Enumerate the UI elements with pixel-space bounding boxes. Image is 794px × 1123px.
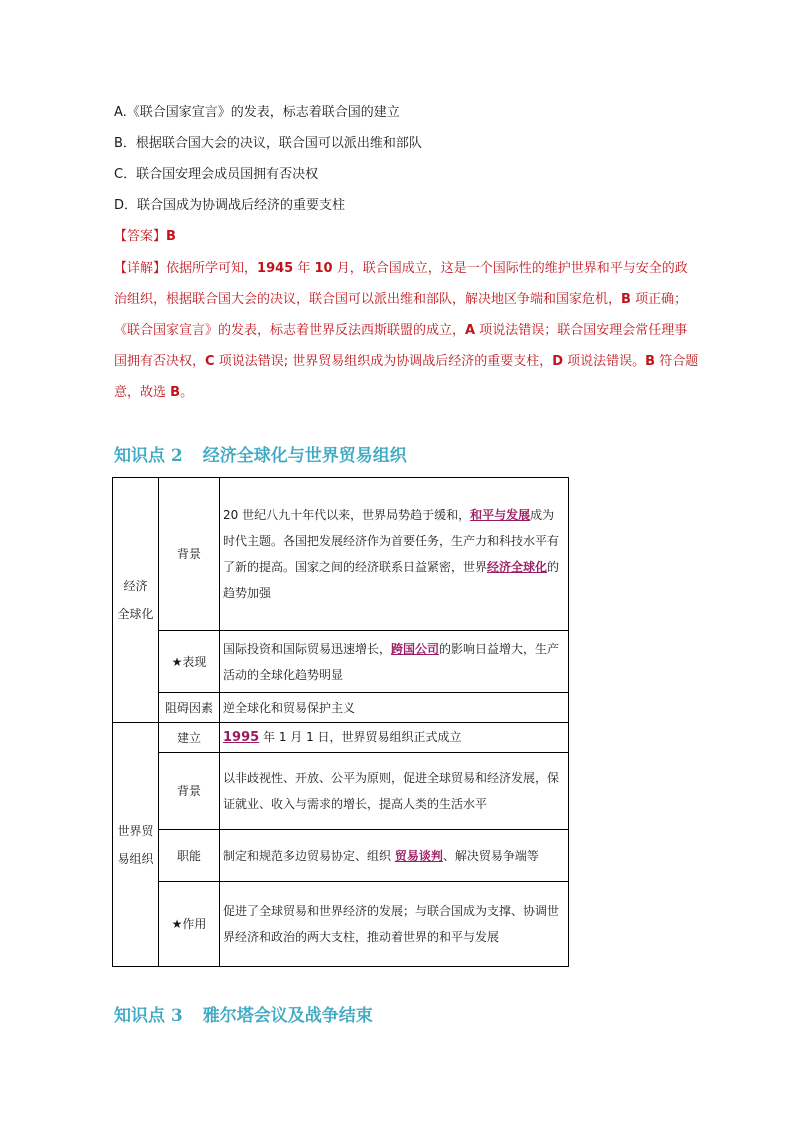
detail-text: 项说法错误；联合国安理会常任理事国拥有否决权， [114,323,688,369]
row-content: 逆全球化和贸易保护主义 [220,693,569,723]
group-label-line: 世界贸 [117,823,154,838]
detail-option-ref: A [465,323,476,338]
content-text: 年 1 月 1 日，世界贸易组织正式成立 [259,730,462,744]
content-text: 制定和规范多边贸易协定、组织 [223,848,395,863]
detail-text: 项说法错误。 [563,354,646,369]
detail-option-ref: B [645,354,656,369]
detail-text: 符合题意，故选 [114,354,699,400]
detail-label: 【详解】 [114,261,167,276]
detail-option-ref: C [205,354,215,369]
table-row [113,882,569,967]
detail-text: 项说法错误; 世界贸易组织成为协调战后经济的重要支柱， [214,354,553,369]
knowledge-table [112,477,569,967]
detail-paragraph [114,253,699,408]
row-content [220,723,569,753]
row-key: ★作用 [159,882,220,967]
keyword-link: 贸易谈判 [394,848,443,863]
section-heading-2 [114,441,407,466]
table-row [113,723,569,753]
row-key: 背景 [159,753,220,830]
detail-text: 项正确；《联合国家宣言》的发表，标志着世界反法西斯联盟的成立， [114,292,688,338]
option-b: B．根据联合国大会的决议，联合国可以派出维和部队 [114,136,422,151]
keyword-link: 1995 [223,730,260,745]
answer-line [114,228,176,246]
answer-label: 【答案】 [114,229,167,244]
table-row [113,830,569,882]
row-key: 阻碍因素 [159,693,220,723]
detail-text: 月，联合国成立，这是一个国际性的维护世界和平与安全的政治组织，根据联合国大会的决议，联合国可以派出维和部队，解决地区争端和国家危机， [114,261,688,307]
detail-text: 年 [293,261,315,276]
detail-text: 。 [180,385,194,400]
content-text: 的趋势加强 [223,560,560,600]
detail-year: 1945 [257,261,294,276]
detail-option-ref: B [621,292,631,307]
row-content: 以非歧视性、开放、公平为原则，促进全球贸易和经济发展，保证就业、收入与需求的增长，提高人类的生活水平 [220,753,569,830]
keyword-link: 和平与发展 [470,508,531,522]
row-content [220,631,569,693]
group-label-line: 经济 [123,579,148,593]
content-text: 成为时代主题。各国把发展经济作为首要任务，生产力和科技水平有了新的提高。国家之间的经济联系日益紧密，世界 [223,508,560,574]
detail-option-ref: D [552,354,564,369]
group-label-wto [113,723,159,967]
section-title: 雅尔塔会议及战争结束 [202,1006,373,1026]
keyword-link: 跨国公司 [391,641,440,656]
table-row [113,753,569,830]
content-text: 国际投资和国际贸易迅速增长， [223,641,392,656]
option-c: C．联合国安理会成员国拥有否决权 [114,167,319,182]
table-row [113,693,569,723]
content-text: 的影响日益增大，生产活动的全球化趋势明显 [223,641,560,682]
section-number: 知识点 2 [114,446,183,466]
row-key: 建立 [159,723,220,753]
table-row [113,631,569,693]
group-label-globalization [113,478,159,723]
section-title: 经济全球化与世界贸易组织 [202,446,407,466]
row-key: 职能 [159,830,220,882]
option-a: A.《联合国家宣言》的发表，标志着联合国的建立 [114,105,400,120]
keyword-link: 经济全球化 [487,560,548,574]
option-d: D．联合国成为协调战后经济的重要支柱 [114,198,346,213]
row-key: 背景 [159,478,220,631]
row-content [220,830,569,882]
row-key: ★表现 [159,631,220,693]
detail-month: 10 [314,261,333,276]
section-heading-3 [114,1001,373,1026]
content-text: 、解决贸易争端等 [442,848,539,863]
row-content: 促进了全球贸易和世界经济的发展；与联合国成为支撑、协调世界经济和政治的两大支柱，推动着世界的和平与发展 [220,882,569,967]
answer-value: B [166,229,176,244]
group-label-line: 易组织 [117,851,154,866]
table-row [113,478,569,631]
detail-option-ref: B [170,385,181,400]
content-text: 20 世纪八九十年代以来，世界局势趋于缓和， [223,508,471,522]
group-label-line: 全球化 [117,607,154,621]
detail-text: 依据所学可知， [166,261,258,276]
row-content [220,478,569,631]
section-number: 知识点 3 [114,1006,183,1026]
